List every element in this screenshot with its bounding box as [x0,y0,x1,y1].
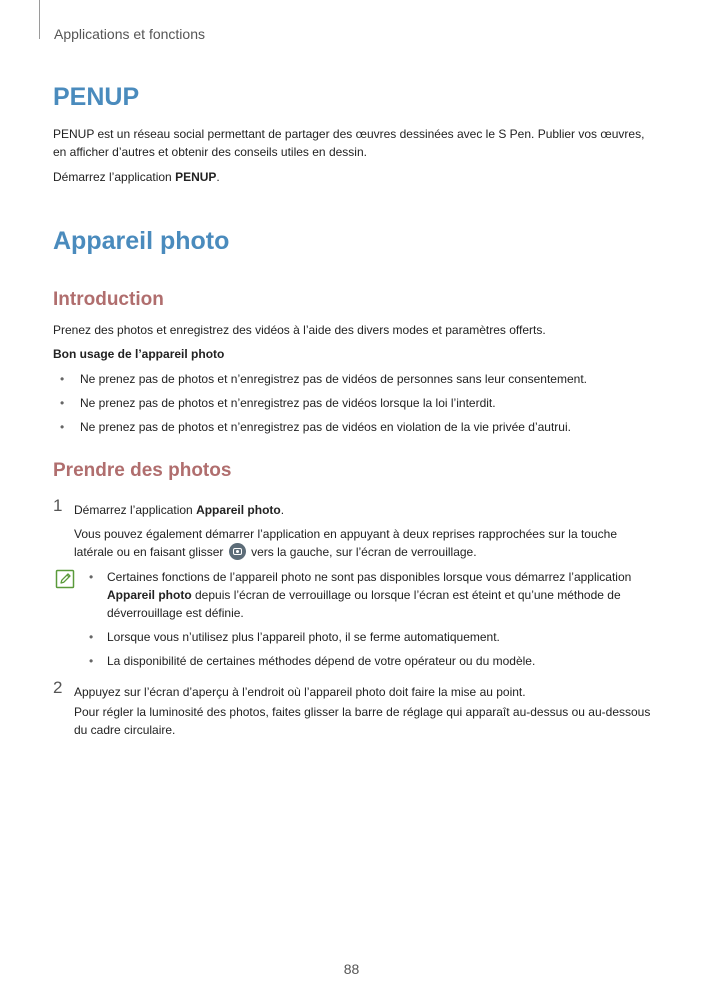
header-rule [39,0,40,39]
introduction-heading: Introduction [53,289,164,310]
list-item: • La disponibilité de certaines méthodes dépend de votre opérateur ou du modèle. [89,654,536,668]
step-2-number: 2 [53,678,63,697]
introduction-text: Prenez des photos et enregistrez des vidéos à l’aide des divers modes et paramètres offerts. [53,323,546,337]
page-number: 88 [343,961,360,977]
step-1-number: 1 [53,496,63,515]
list-item: • Ne prenez pas de photos et n’enregistrez pas de vidéos lorsque la loi l’interdit. [60,396,496,410]
list-item: • Ne prenez pas de photos et n’enregistrez pas de vidéos en violation de la vie privée d’autrui. [60,420,571,434]
step-2-detail: Pour régler la luminosité des photos, faites glisser la barre de réglage qui apparaît au-dessus ou au-dessous du cadre circulaire. [74,705,651,737]
camera-icon [229,543,246,560]
camera-app-name: Appareil photo [196,503,281,517]
step-1-text: Démarrez l’application Appareil photo. [74,503,285,517]
penup-launch: Démarrez l’application PENUP. [53,170,220,184]
step-2-text: Appuyez sur l’écran d’aperçu à l’endroit où l’appareil photo doit faire la mise au point. [74,685,526,699]
taking-photos-heading: Prendre des photos [53,460,232,481]
penup-title: PENUP [53,83,140,111]
list-item: • Certaines fonctions de l’appareil photo ne sont pas disponibles lorsque vous démarrez l’application Appareil photo depuis l’écran de verrouillage ou lorsque l’écran est éteint et qu’une méthode de déverrouillage est définie. [89,570,632,620]
penup-intro: PENUP est un réseau social permettant de partager des œuvres dessinées avec le S Pen. Publier vos œuvres, en afficher d’autres et obtenir des conseils utiles en dessin. [53,127,645,159]
list-item: • Ne prenez pas de photos et n’enregistrez pas de vidéos de personnes sans leur consentement. [60,372,587,386]
camera-app-name: Appareil photo [107,588,192,602]
step-1-detail: Vous pouvez également démarrer l’application en appuyant à deux reprises rapprochées sur la touche latérale ou en faisant glisser vers la gauche, sur l’écran de verrouillage. [74,527,617,559]
usage-bullets [53,370,653,442]
header-section-title: Applications et fonctions [54,26,205,42]
camera-title: Appareil photo [53,227,230,255]
note-pencil-icon [55,569,75,589]
list-item: • Lorsque vous n’utilisez plus l’appareil photo, il se ferme automatiquement. [89,630,500,644]
usage-heading: Bon usage de l’appareil photo [53,347,225,361]
camera-notes [80,568,655,676]
penup-app-name: PENUP [175,170,217,184]
